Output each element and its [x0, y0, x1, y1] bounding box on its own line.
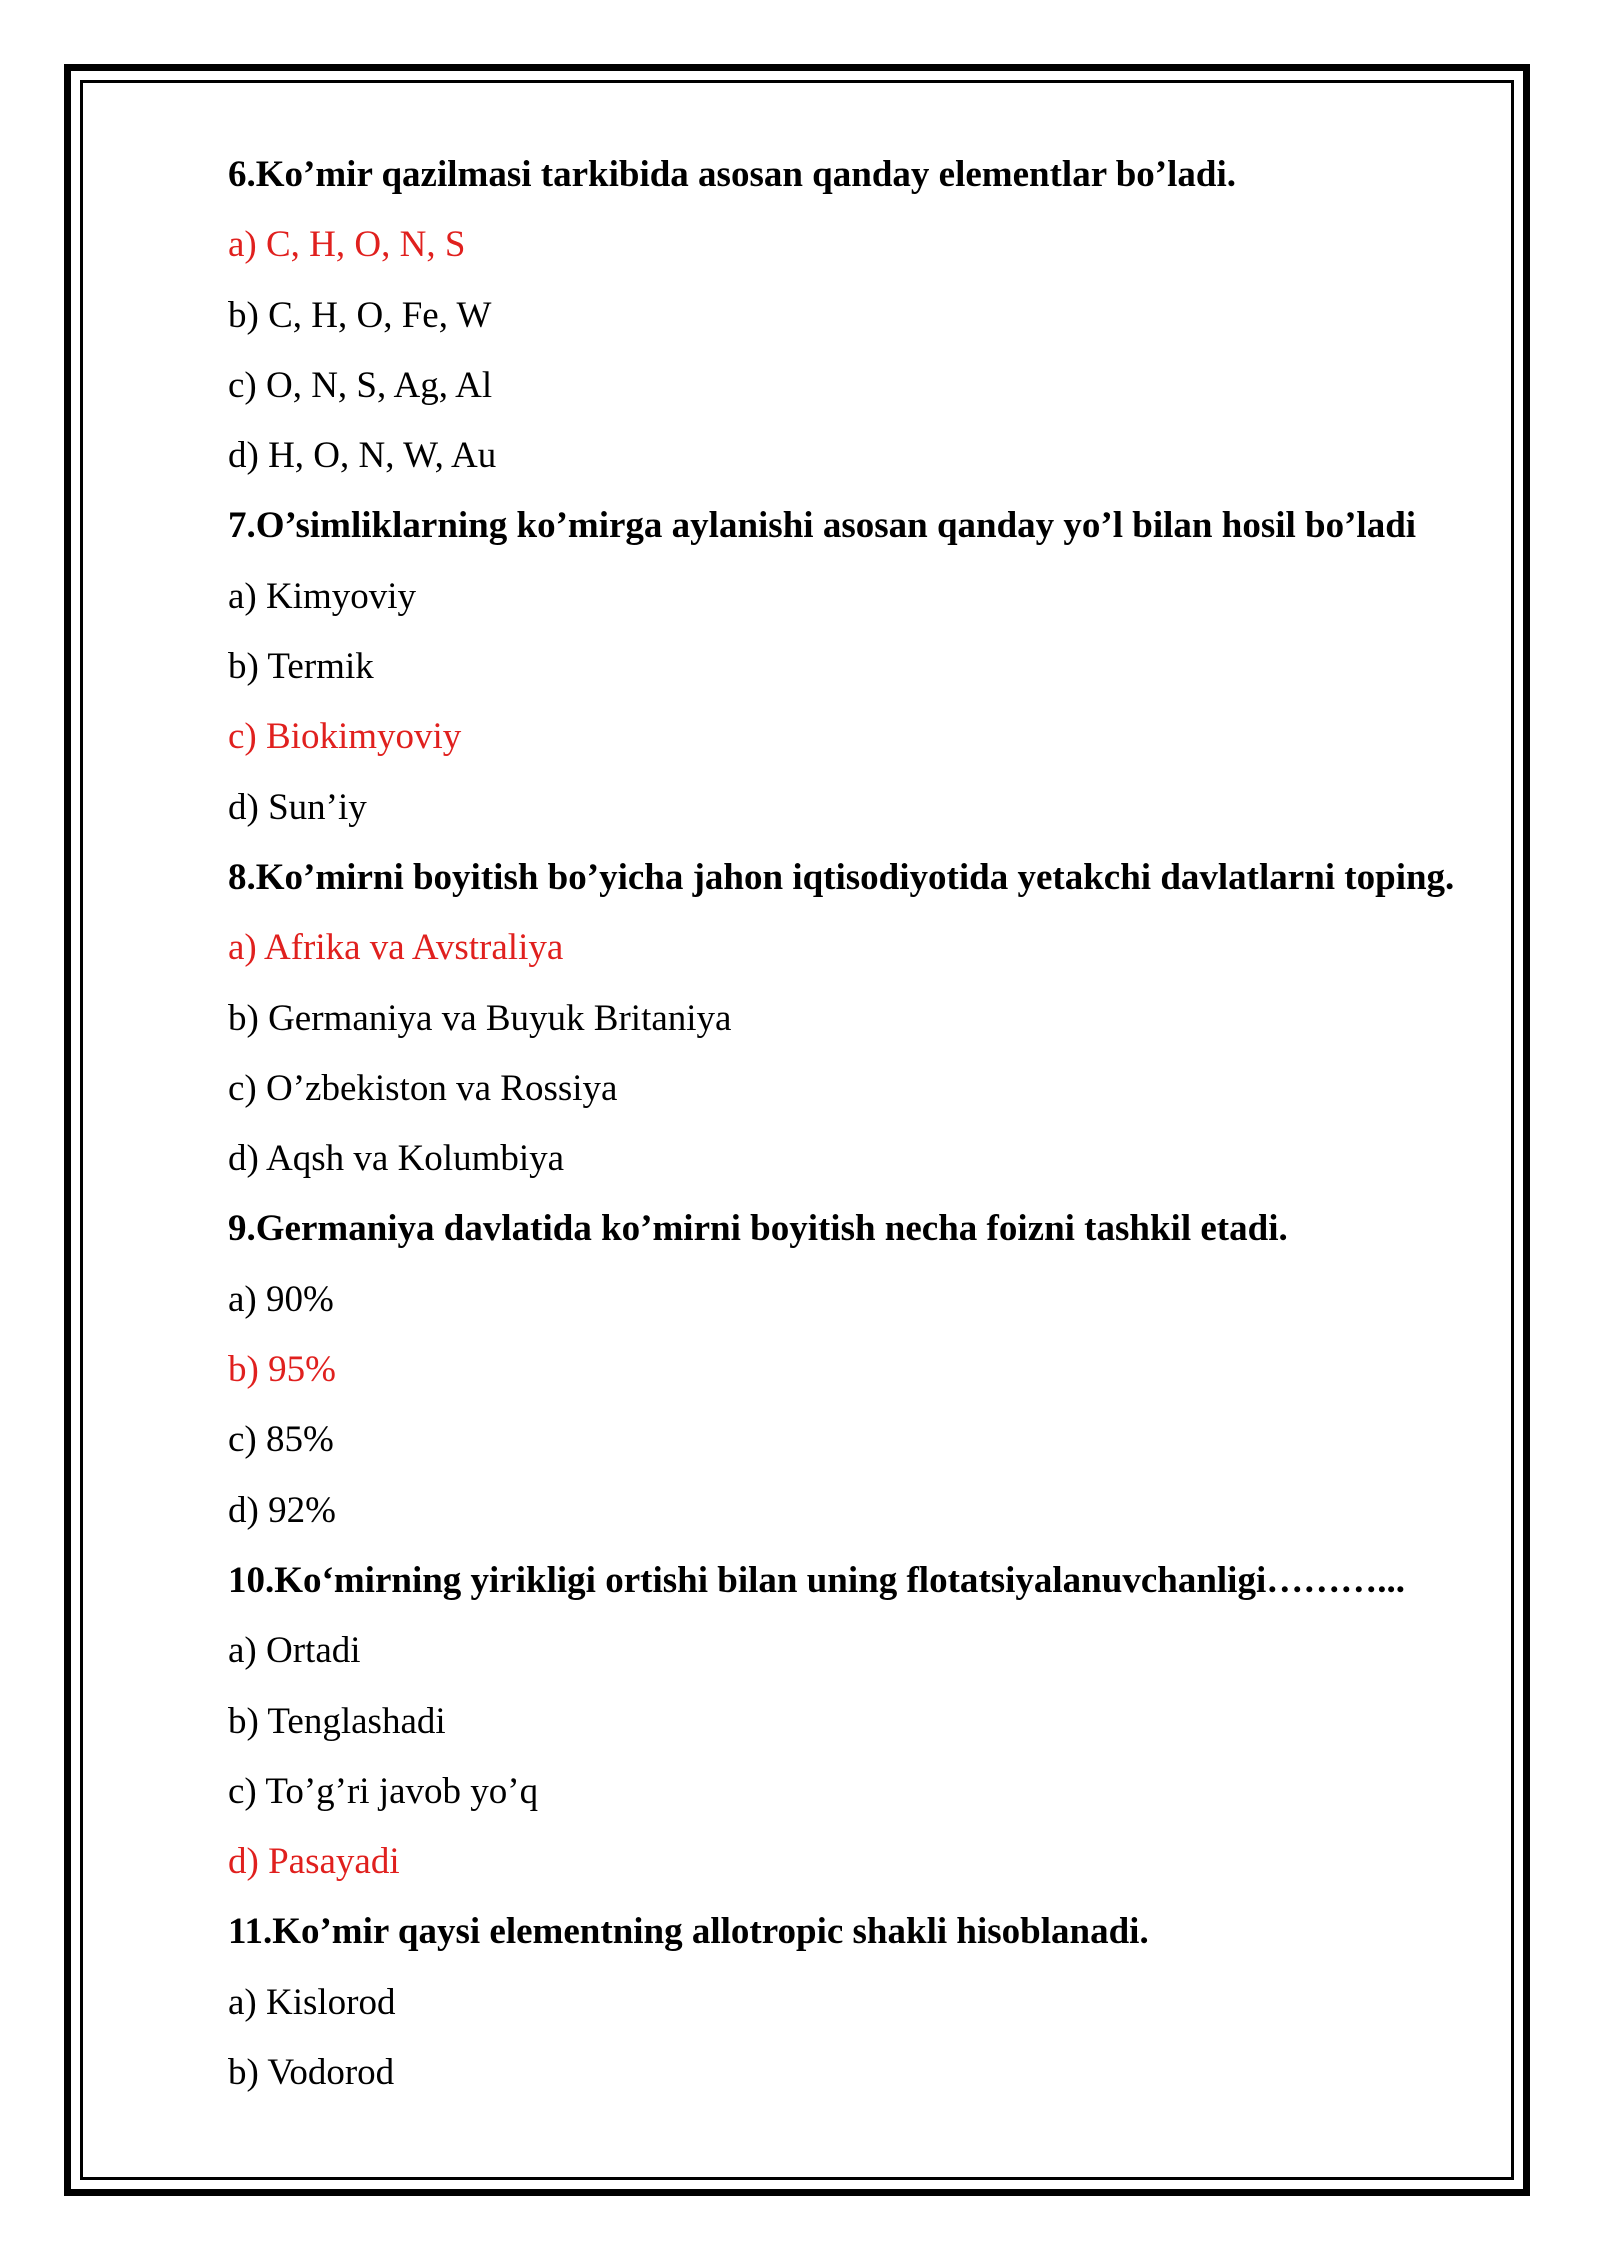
question-11: 11.Ko’mir qaysi elementning allotropic shakli hisoblanadi.	[228, 1911, 1149, 1953]
question-6-option-c: c) O, N, S, Ag, Al	[228, 364, 493, 406]
question-8-option-c: c) O’zbekiston va Rossiya	[228, 1067, 618, 1109]
question-10-option-c: c) To’g’ri javob yo’q	[228, 1770, 539, 1812]
question-9: 9.Germaniya davlatida ko’mirni boyitish necha foizni tashkil etadi.	[228, 1208, 1288, 1250]
question-6-option-d: d) H, O, N, W, Au	[228, 435, 497, 477]
question-7-option-c: c) Biokimyoviy	[228, 716, 462, 758]
question-10-option-b: b) Tenglashadi	[228, 1700, 446, 1742]
question-9-option-d: d) 92%	[228, 1489, 336, 1531]
question-9-option-c: c) 85%	[228, 1419, 334, 1461]
question-6-option-b: b) C, H, O, Fe, W	[228, 294, 492, 336]
question-10-option-a: a) Ortadi	[228, 1630, 361, 1672]
question-7-option-d: d) Sun’iy	[228, 786, 367, 828]
question-7-option-b: b) Termik	[228, 646, 374, 688]
question-11-option-b: b) Vodorod	[228, 2052, 395, 2094]
question-8-option-d: d) Aqsh va Kolumbiya	[228, 1138, 565, 1180]
question-8: 8.Ko’mirni boyitish bo’yicha jahon iqtisodiyotida yetakchi davlatlarni toping.	[228, 856, 1455, 898]
question-6: 6.Ko’mir qazilmasi tarkibida asosan qanday elementlar bo’ladi.	[228, 154, 1236, 195]
question-9-option-a: a) 90%	[228, 1278, 334, 1320]
question-9-option-b: b) 95%	[228, 1349, 336, 1391]
question-11-option-a: a) Kislorod	[228, 1981, 396, 2023]
question-6-option-a: a) C, H, O, N, S	[228, 224, 466, 266]
question-7: 7.O’simliklarning ko’mirga aylanishi asosan qanday yo’l bilan hosil bo’ladi	[228, 505, 1417, 547]
question-8-option-b: b) Germaniya va Buyuk Britaniya	[228, 997, 732, 1039]
question-10-option-d: d) Pasayadi	[228, 1841, 400, 1883]
quiz-content	[228, 150, 1478, 2118]
question-10: 10.Ko‘mirning yirikligi ortishi bilan uning flotatsiyalanuvchanligi………...	[228, 1559, 1405, 1601]
question-7-option-a: a) Kimyoviy	[228, 575, 417, 617]
question-8-option-a: a) Afrika va Avstraliya	[228, 927, 564, 969]
